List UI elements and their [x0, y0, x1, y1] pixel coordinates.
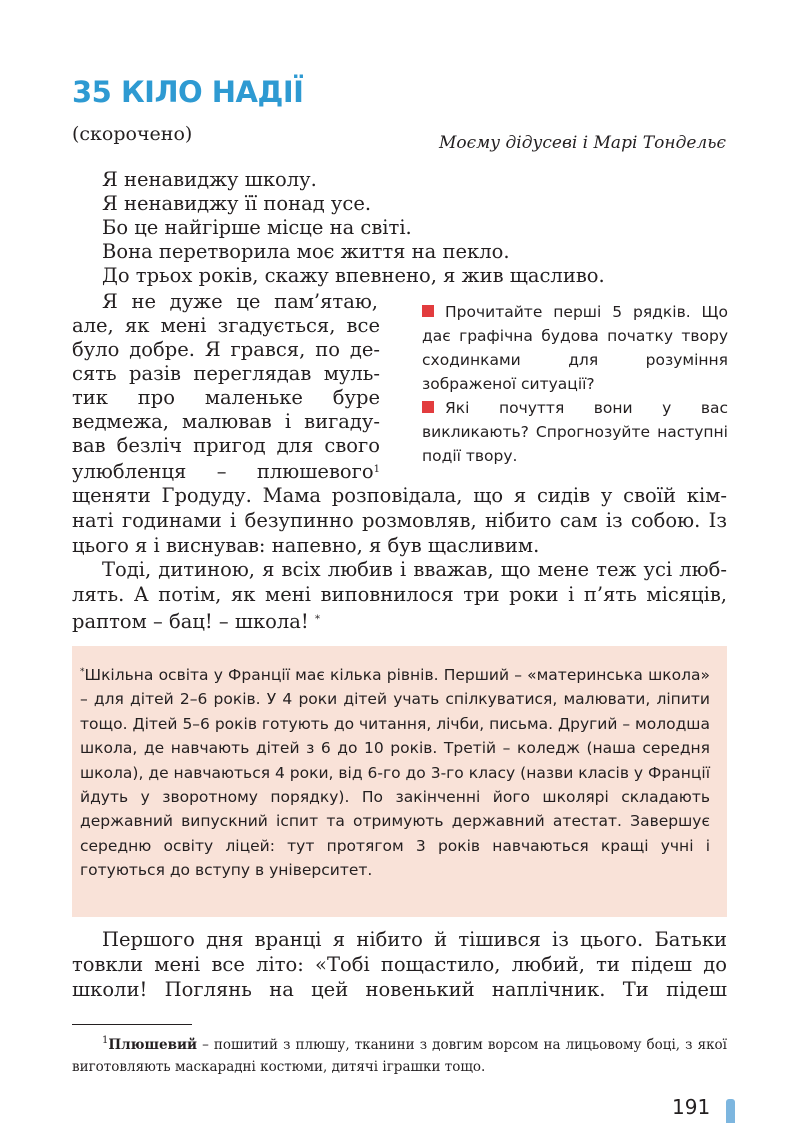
footnote-rule: [72, 1024, 192, 1025]
text-line: раптом – бац! – школа!: [72, 610, 309, 633]
square-bullet-icon: [422, 305, 434, 317]
footnote-term: Плюшевий: [108, 1037, 197, 1053]
sidenote-questions: [422, 300, 728, 468]
text-line: Я не дуже це пам’ятаю,: [102, 290, 378, 313]
box-marker: *: [80, 667, 85, 677]
text-line: цього я і виснував: напевно, я був щасливим.: [72, 534, 540, 557]
square-bullet-icon: [422, 401, 434, 413]
text-line: щеняти Гродуду. Мама розповідала, що я сидів у своїй кім-: [72, 484, 727, 507]
question-2: Які почуття вони у вас викликають? Спрогнозуйте наступні події твору.: [422, 399, 728, 465]
page-marker: [726, 1099, 735, 1123]
verse-line: До трьох років, скажу впевнено, я жив щасливо.: [102, 264, 605, 287]
text-line: ведмежа, малював і вигаду-: [72, 410, 380, 433]
text-line: вав безліч пригод для свого: [72, 434, 380, 457]
text-line: але, як мені згадується, все: [72, 314, 380, 337]
text-line: лять. А потім, як мені виповнилося три роки і п’ять місяців,: [72, 583, 727, 606]
page-number: 191: [672, 1095, 711, 1119]
question-1: Прочитайте перші 5 рядків. Що дає графічна будова початку твору сходинками для розуміння зображеної ситуації?: [422, 303, 728, 393]
verse-line: Я ненавиджу її понад усе.: [102, 192, 372, 215]
verse-line: Бо це найгірше місце на світі.: [102, 216, 412, 239]
text-line: Першого дня вранці я нібито й тішився із цього. Батьки: [102, 928, 727, 951]
text-line: наті годинами і безупинно розмовляв, нібито сам із собою. Із: [72, 509, 727, 532]
text-line: улюбленця – плюшевого: [72, 460, 374, 483]
footnote-marker: 1: [102, 1035, 109, 1046]
text-line-with-footnote: [72, 608, 320, 634]
text-line: сять разів переглядав муль-: [72, 362, 380, 385]
text-line: було добре. Я грався, по де-: [72, 338, 380, 361]
verse-line: Вона перетворила моє життя на пекло.: [102, 240, 510, 263]
footnote: [72, 1030, 727, 1078]
text-line: тик про маленьке буре: [72, 386, 380, 409]
school-info-box: [72, 646, 727, 917]
text-line-with-footnote: [72, 458, 380, 484]
footnote-ref-star[interactable]: *: [314, 614, 320, 625]
dedication: Моєму дідусеві і Марі Тондельє: [439, 133, 726, 153]
verse-line: Я ненавиджу школу.: [102, 168, 317, 191]
text-line: Тоді, дитиною, я всіх любив і вважав, що мене теж усі люб-: [102, 558, 727, 581]
subtitle: (скорочено): [72, 123, 193, 145]
school-info-text: *Шкільна освіта у Франції має кілька рівнів. Перший – «материнська школа» – для дітей 2–6 років. У 4 роки дітей учать спілкуватися, малювати, ліпити тощо. Дітей 5–6 років готують до читання, лічби, письма. Другий – молодша школа, де навчають дітей з 6 до 10 років. Третій – коледж (наша середня школа), де навчаються 4 роки, від 6-го до 3-го класу (назви класів у Франції йдуть у зворотному порядку). По закінченні його школярі складають державний випускний іспит та отримують державний атестат. Завершує середню освіту ліцей: тут протягом 3 років навчаються кращі учні і готуються до вступу в університет.: [80, 666, 710, 880]
chapter-title: 35 КІЛО НАДІЇ: [72, 75, 304, 109]
text-line: школи! Поглянь на цей новенький наплічник. Ти підеш: [72, 978, 727, 1001]
footnote-text: – пошитий з плюшу, тканини з довгим ворсом на лицьовому боці, з якої виготовляють маскарадні костюми, дитячі іграшки тощо.: [72, 1037, 727, 1075]
text-line: товкли мені все літо: «Тобі пощастило, любий, ти підеш до: [72, 953, 727, 976]
footnote-ref[interactable]: 1: [373, 464, 380, 475]
